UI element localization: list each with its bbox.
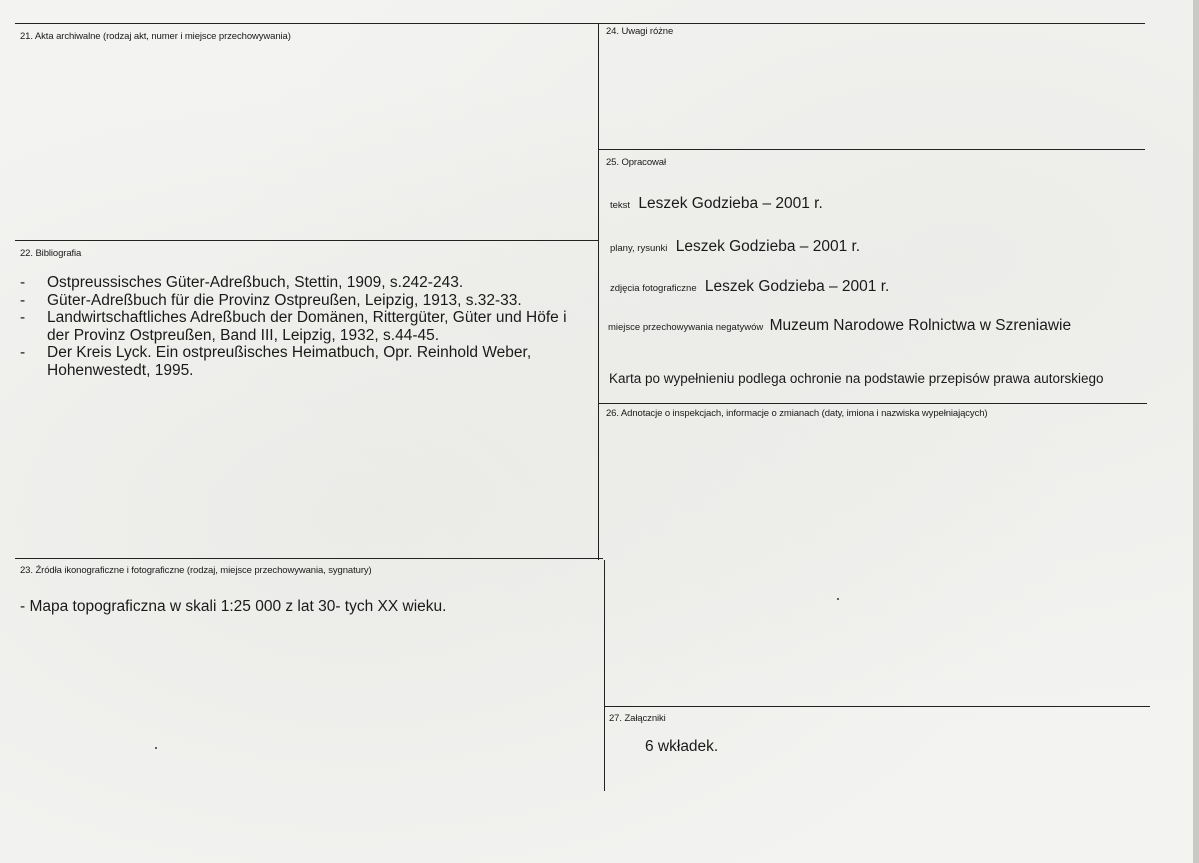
section-27-label: 27. Załączniki [609, 713, 666, 724]
section-24-label: 24. Uwagi różne [606, 26, 674, 37]
bibliography-item: - Landwirtschaftliches Adreßbuch der Domänen, Rittergüter, Güter und Höfe i der Provinz Ostpreußen, Band III, Leipzig, 1932, s.44-45. [20, 309, 567, 344]
rule-26 [598, 403, 1147, 404]
copyright-notice: Karta po wypełnieniu podlega ochronie na podstawie przepisów prawa autorskiego [609, 371, 1104, 386]
section-26-label: 26. Adnotacje o inspekcjach, informacje o zmianach (daty, imiona i nazwiska wypełniających) [606, 408, 988, 419]
section-25-label: 25. Opracował [606, 157, 666, 168]
top-rule [15, 23, 1145, 24]
card-edge [1193, 0, 1199, 863]
rule-25 [598, 149, 1145, 150]
author-row-value: Muzeum Narodowe Rolnictwa w Szreniawie [769, 317, 1072, 334]
section-21-label: 21. Akta archiwalne (rodzaj akt, numer i miejsce przechowywania) [20, 31, 291, 42]
bibliography-list [20, 274, 590, 379]
rule-23 [15, 558, 603, 559]
author-row-value: Leszek Godzieba – 2001 r. [638, 195, 823, 212]
iconographic-source-text: - Mapa topograficzna w skali 1:25 000 z lat 30- tych XX wieku. [20, 598, 447, 615]
author-row-key: miejsce przechowywania negatywów [608, 322, 764, 333]
center-divider-lower [604, 560, 605, 791]
stray-mark [837, 598, 839, 600]
author-row-text [610, 195, 823, 213]
author-row-key: zdjęcia fotograficzne [610, 283, 697, 294]
section-22-label: 22. Bibliografia [20, 248, 82, 259]
author-row-value: Leszek Godzieba – 2001 r. [704, 278, 890, 295]
stray-mark [155, 747, 157, 749]
negatives-storage-row [608, 317, 1071, 335]
attachments-text: 6 wkładek. [645, 738, 719, 755]
rule-22 [15, 240, 599, 241]
author-row-key: plany, rysunki [610, 243, 668, 254]
rule-27 [604, 706, 1150, 707]
center-divider [598, 23, 599, 560]
section-23-label: 23. Źródła ikonograficzne i fotograficzne (rodzaj, miejsce przechowywania, sygnatury) [20, 565, 372, 576]
author-row-plans [610, 238, 860, 256]
author-row-key: tekst [610, 200, 631, 211]
author-row-photos [610, 278, 889, 296]
author-row-value: Leszek Godzieba – 2001 r. [675, 238, 861, 255]
bibliography-item: - Ostpreussisches Güter-Adreßbuch, Stettin, 1909, s.242-243. [20, 274, 464, 291]
bibliography-item: - Güter-Adreßbuch für die Provinz Ostpreußen, Leipzig, 1913, s.32-33. [20, 291, 522, 309]
bibliography-item: - Der Kreis Lyck. Ein ostpreußisches Heimatbuch, Opr. Reinhold Weber, Hohenwestedt, 1995. [20, 344, 532, 379]
